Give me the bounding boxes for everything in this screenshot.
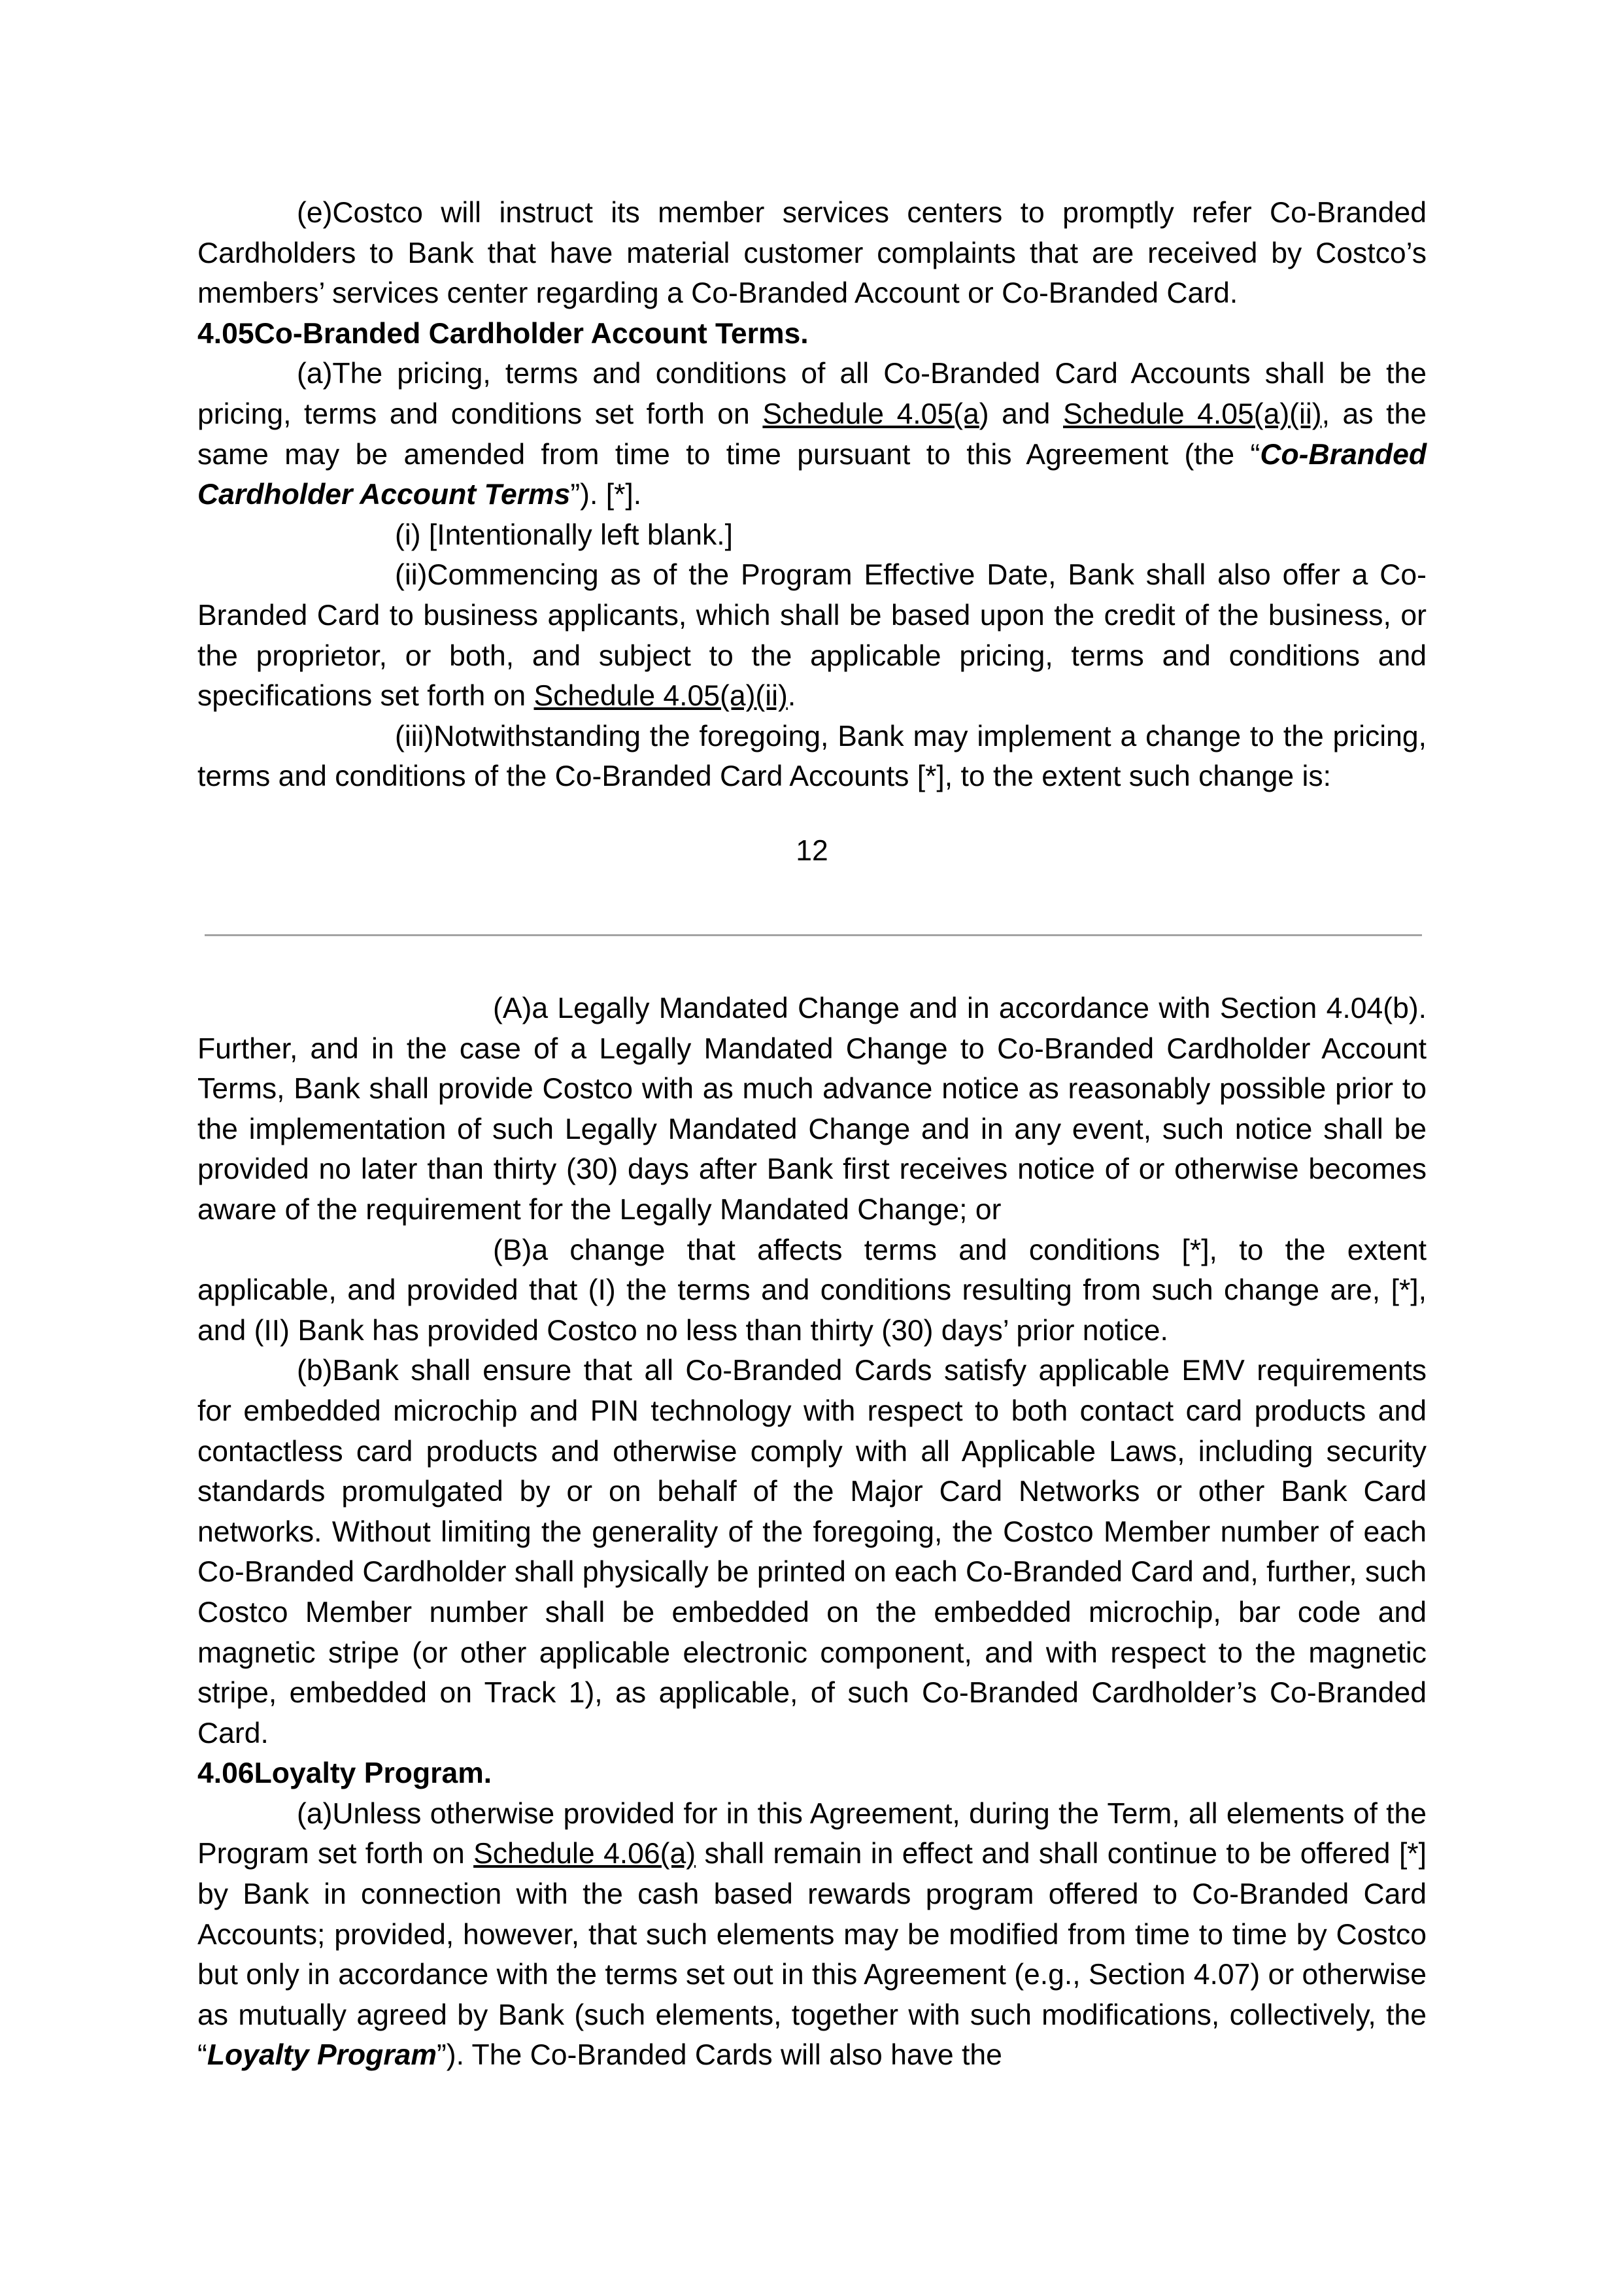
defined-term-account-terms: Co-Branded Cardholder Account Terms (197, 438, 1427, 511)
paragraph-4-05-a-iii-B: (B)a change that affects terms and conditions [*], to the extent applicable, and provided that (I) the terms and conditions resulting from such change are, [*], and (II) Bank has provided Costco no less than thirty (30) days’ prior notice. (197, 1234, 1427, 1347)
section-heading-4-06: 4.06Loyalty Program. (197, 1757, 492, 1790)
schedule-4-05-a-reference: Schedule 4.05(a (762, 397, 979, 430)
page-2-body (197, 988, 1427, 2076)
schedule-4-06-a-reference: Schedule 4.06(a) (473, 1838, 696, 1870)
paragraph-4-05-a-iii: (iii)Notwithstanding the foregoing, Bank may implement a change to the pricing, terms and conditions of the Co-Branded Card Accounts [*], to the extent such change is: (197, 720, 1427, 793)
section-heading-4-05: 4.05Co-Branded Cardholder Account Terms. (197, 317, 809, 350)
paragraph-4-05-a-ii: (ii)Commencing as of the Program Effective Date, Bank shall also offer a Co-Branded Card to business applicants, which shall be based upon the credit of the business, or the proprietor, or both, and subject to the applicable pricing, terms and conditions and specifications set forth on Schedule 4.05(a)(ii). (197, 559, 1427, 713)
paragraph-4-05-b: (b)Bank shall ensure that all Co-Branded Cards satisfy applicable EMV requirements for embedded microchip and PIN technology with respect to both contact card products and contactless card products and otherwise comply with all Applicable Laws, including security standards promulgated by or on behalf of the Major Card Networks or other Bank Card networks. Without limiting the generality of the foregoing, the Costco Member number of each Co-Branded Cardholder shall physically be printed on each Co-Branded Card and, further, such Costco Member number shall be embedded on the embedded microchip, bar code and magnetic stripe (or other applicable electronic component, and with respect to the magnetic stripe, embedded on Track 1), as applicable, of such Co-Branded Cardholder’s Co-Branded Card. (197, 1355, 1427, 1749)
paragraph-4-05-a-iii-A: (A)a Legally Mandated Change and in accordance with Section 4.04(b). Further, and in the case of a Legally Mandated Change to Co-Branded Cardholder Account Terms, Bank shall provide Costco with as much advance notice as reasonably possible prior to the implementation of such Legally Mandated Change and in any event, such notice shall be provided no later than thirty (30) days after Bank first receives notice of or otherwise becomes aware of the requirement for the Legally Mandated Change; or (197, 992, 1427, 1226)
schedule-4-05-a-ii-reference: Schedule 4.05(a)(ii) (533, 680, 788, 713)
paragraph-4-04-e: (e)Costco will instruct its member services centers to promptly refer Co-Branded Cardholders to Bank that have material customer complaints that are received by Costco’s members’ services center regarding a Co-Branded Account or Co-Branded Card. (197, 197, 1427, 310)
paragraph-4-05-a-i: (i) [Intentionally left blank.] (395, 518, 733, 551)
schedule-4-05-a-ii-reference: Schedule 4.05(a)(ii) (1063, 397, 1322, 430)
paragraph-4-05-a: (a)The pricing, terms and conditions of all Co-Branded Card Accounts shall be the pricing, terms and conditions set forth on Schedule 4.05(a) and Schedule 4.05(a)(ii), as the same may be amended from time to time pursuant to this Agreement (the “Co-Branded Cardholder Account Terms”). [*]. (197, 358, 1427, 511)
paragraph-4-06-a: (a)Unless otherwise provided for in this Agreement, during the Term, all elements of the Program set forth on Schedule 4.06(a) shall remain in effect and shall continue to be offered [*] by Bank in connection with the cash based rewards program offered to Co-Branded Card Accounts; provided, however, that such elements may be modified from time to time by Costco but only in accordance with the terms set out in this Agreement (e.g., Section 4.07) or otherwise as mutually agreed by Bank (such elements, together with such modifications, collectively, the “Loyalty Program”). The Co-Branded Cards will also have the (197, 1797, 1427, 2072)
page-divider (205, 934, 1422, 936)
page-1-body (197, 193, 1427, 797)
page-number: 12 (796, 835, 828, 867)
defined-term-loyalty-program: Loyalty Program (207, 2039, 437, 2072)
